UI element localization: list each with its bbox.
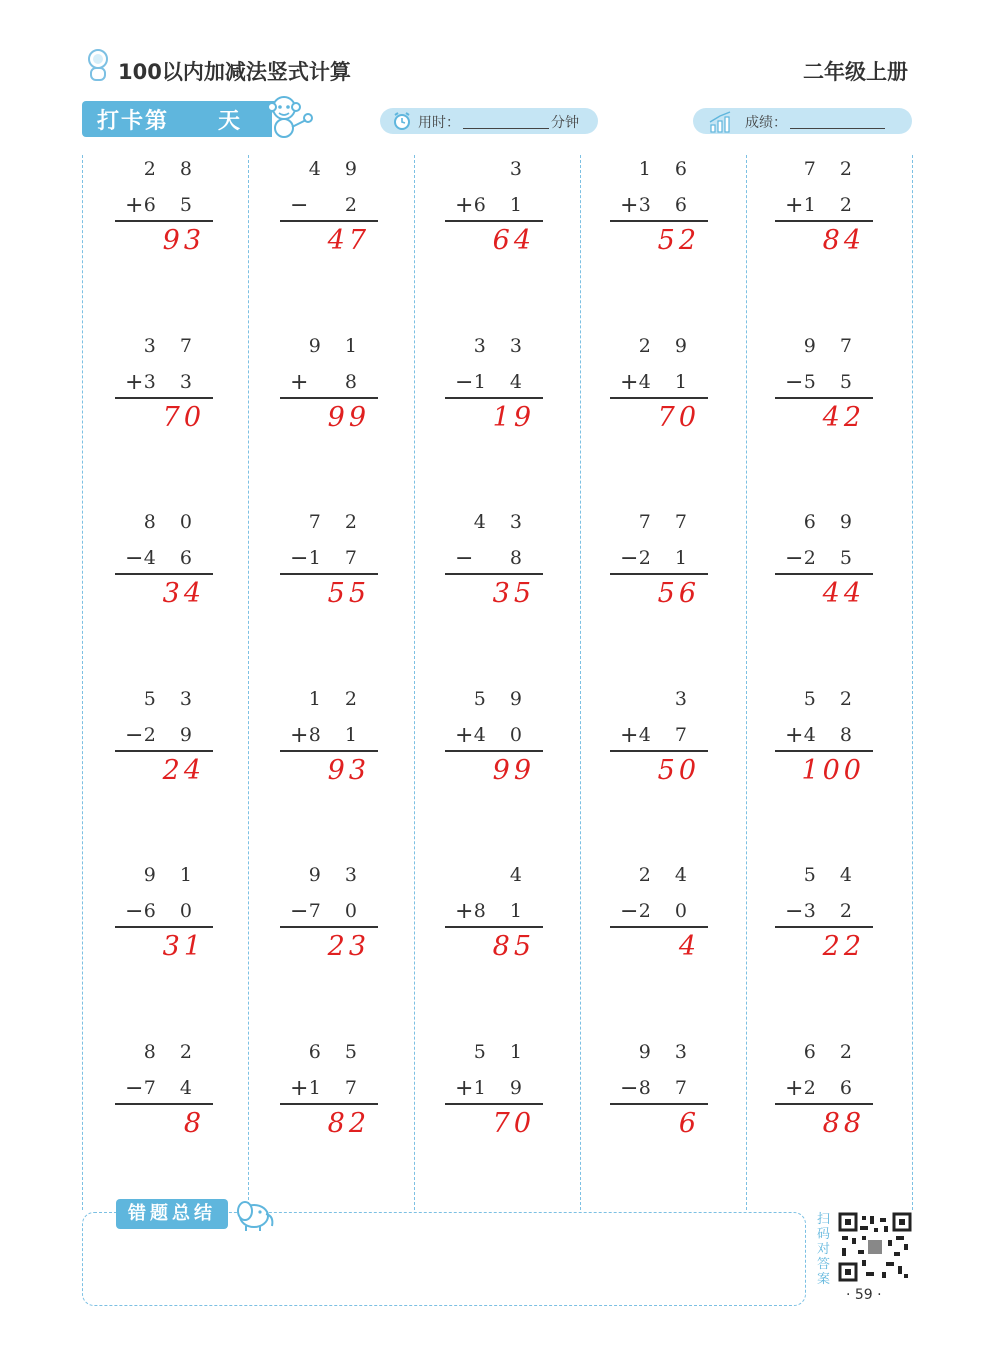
operator-sign: − [620, 1076, 639, 1101]
arithmetic-problem [445, 864, 545, 964]
arithmetic-problem [280, 335, 380, 435]
sum-line [445, 573, 543, 575]
sum-line [445, 397, 543, 399]
handwritten-answer[interactable]: 34 [162, 578, 205, 609]
arithmetic-problem [115, 158, 215, 258]
handwritten-answer[interactable]: 99 [492, 755, 535, 786]
bottom-operand: 3 3 [143, 371, 201, 393]
handwritten-answer[interactable]: 85 [492, 931, 535, 962]
arithmetic-problem [115, 688, 215, 788]
score-input-line[interactable] [790, 128, 885, 129]
bottom-operand: 4 6 [143, 547, 201, 569]
bottom-operand: 8 1 [308, 724, 366, 746]
qr-code-icon[interactable] [838, 1212, 912, 1282]
bottom-operand: 4 1 [638, 371, 696, 393]
arithmetic-problem [610, 1041, 710, 1141]
handwritten-answer[interactable]: 70 [162, 402, 205, 433]
arithmetic-problem [445, 158, 545, 258]
arithmetic-problem [280, 158, 380, 258]
arithmetic-problem [610, 511, 710, 611]
handwritten-answer[interactable]: 93 [162, 225, 205, 256]
clock-icon [392, 111, 412, 131]
bottom-operand: 8 [509, 547, 531, 569]
sum-line [610, 220, 708, 222]
bottom-operand: 1 7 [308, 547, 366, 569]
arithmetic-problem [445, 688, 545, 788]
sum-line [280, 573, 378, 575]
column-divider [580, 155, 581, 1210]
sum-line [280, 750, 378, 752]
top-operand: 9 1 [143, 864, 201, 886]
handwritten-answer[interactable]: 82 [327, 1108, 370, 1139]
arithmetic-problem [115, 511, 215, 611]
operator-sign: + [125, 370, 144, 395]
operator-sign: − [290, 899, 309, 924]
bottom-operand: 2 9 [143, 724, 201, 746]
top-operand: 2 9 [638, 335, 696, 357]
bottom-operand: 4 8 [803, 724, 861, 746]
column-divider [912, 155, 913, 1210]
operator-sign: − [620, 546, 639, 571]
handwritten-answer[interactable]: 22 [822, 931, 865, 962]
bottom-operand: 1 7 [308, 1077, 366, 1099]
arithmetic-problem [610, 864, 710, 964]
sum-line [115, 750, 213, 752]
arithmetic-problem [115, 864, 215, 964]
top-operand: 7 2 [803, 158, 861, 180]
top-operand: 5 3 [143, 688, 201, 710]
handwritten-answer[interactable]: 8 [183, 1108, 205, 1139]
sum-line [775, 1103, 873, 1105]
handwritten-answer[interactable]: 70 [492, 1108, 535, 1139]
sum-line [445, 926, 543, 928]
sum-line [115, 397, 213, 399]
bottom-operand: 1 2 [803, 194, 861, 216]
top-operand: 8 0 [143, 511, 201, 533]
bottom-operand: 2 1 [638, 547, 696, 569]
top-operand: 6 5 [308, 1041, 366, 1063]
arithmetic-problem [445, 511, 545, 611]
sum-line [775, 926, 873, 928]
monkey-icon [262, 94, 316, 140]
column-divider [414, 155, 415, 1210]
operator-sign: + [290, 723, 309, 748]
lion-logo-icon [84, 48, 112, 82]
bottom-operand: 8 [344, 371, 366, 393]
sum-line [445, 1103, 543, 1105]
bottom-operand: 2 5 [803, 547, 861, 569]
top-operand: 8 2 [143, 1041, 201, 1063]
operator-sign: − [620, 899, 639, 924]
top-operand: 6 9 [803, 511, 861, 533]
sum-line [610, 573, 708, 575]
top-operand: 2 4 [638, 864, 696, 886]
top-operand: 1 2 [308, 688, 366, 710]
sum-line [775, 750, 873, 752]
sum-line [445, 750, 543, 752]
score-label: 成绩： [745, 115, 787, 131]
bottom-operand: 7 0 [308, 900, 366, 922]
operator-sign: − [125, 1076, 144, 1101]
handwritten-answer[interactable]: 93 [327, 755, 370, 786]
mistake-summary-label: 错题总结 [116, 1199, 228, 1229]
bottom-operand: 6 1 [473, 194, 531, 216]
handwritten-answer[interactable]: 42 [822, 402, 865, 433]
handwritten-answer[interactable]: 70 [657, 402, 700, 433]
column-divider [248, 155, 249, 1210]
top-operand: 4 3 [473, 511, 531, 533]
handwritten-answer[interactable]: 35 [492, 578, 535, 609]
top-operand: 1 6 [638, 158, 696, 180]
bottom-operand: 1 4 [473, 371, 531, 393]
handwritten-answer[interactable]: 6 [678, 1108, 700, 1139]
handwritten-answer[interactable]: 47 [327, 225, 370, 256]
operator-sign: + [455, 193, 474, 218]
arithmetic-problem [610, 335, 710, 435]
bottom-operand: 5 5 [803, 371, 861, 393]
sum-line [280, 397, 378, 399]
top-operand: 5 2 [803, 688, 861, 710]
handwritten-answer[interactable]: 24 [162, 755, 205, 786]
sum-line [115, 220, 213, 222]
sum-line [280, 1103, 378, 1105]
column-divider [746, 155, 747, 1210]
top-operand: 5 9 [473, 688, 531, 710]
sum-line [775, 573, 873, 575]
arithmetic-problem [445, 1041, 545, 1141]
operator-sign: + [290, 1076, 309, 1101]
bottom-operand: 6 5 [143, 194, 201, 216]
page-number: · 59 · [846, 1287, 882, 1303]
arithmetic-problem [610, 688, 710, 788]
operator-sign: + [455, 723, 474, 748]
sum-line [610, 1103, 708, 1105]
chart-icon [708, 110, 734, 134]
sum-line [775, 397, 873, 399]
grade-label: 二年级上册 [803, 60, 908, 84]
top-operand: 4 9 [308, 158, 366, 180]
operator-sign: − [290, 546, 309, 571]
top-operand: 5 4 [803, 864, 861, 886]
operator-sign: − [290, 193, 309, 218]
top-operand: 3 3 [473, 335, 531, 357]
arithmetic-problem [775, 688, 875, 788]
sum-line [115, 573, 213, 575]
bottom-operand: 2 [344, 194, 366, 216]
operator-sign: + [455, 1076, 474, 1101]
sum-line [280, 926, 378, 928]
operator-sign: + [455, 899, 474, 924]
bottom-operand: 3 6 [638, 194, 696, 216]
arithmetic-problem [280, 864, 380, 964]
elephant-icon [232, 1196, 278, 1232]
operator-sign: − [125, 546, 144, 571]
top-operand: 3 [509, 158, 531, 180]
operator-sign: − [785, 899, 804, 924]
arithmetic-problem [775, 1041, 875, 1141]
top-operand: 9 3 [638, 1041, 696, 1063]
sum-line [610, 397, 708, 399]
operator-sign: + [620, 370, 639, 395]
handwritten-answer[interactable]: 50 [657, 755, 700, 786]
bottom-operand: 4 0 [473, 724, 531, 746]
handwritten-answer[interactable]: 23 [327, 931, 370, 962]
top-operand: 2 8 [143, 158, 201, 180]
column-divider [82, 155, 83, 1210]
operator-sign: − [785, 370, 804, 395]
top-operand: 7 2 [308, 511, 366, 533]
handwritten-answer[interactable]: 84 [822, 225, 865, 256]
arithmetic-problem [280, 1041, 380, 1141]
bottom-operand: 4 7 [638, 724, 696, 746]
checkin-label: 打卡第 [97, 109, 170, 134]
top-operand: 6 2 [803, 1041, 861, 1063]
top-operand: 4 [509, 864, 531, 886]
bottom-operand: 1 9 [473, 1077, 531, 1099]
top-operand: 5 1 [473, 1041, 531, 1063]
arithmetic-problem [280, 688, 380, 788]
arithmetic-problem [775, 335, 875, 435]
handwritten-answer[interactable]: 55 [327, 578, 370, 609]
bottom-operand: 2 6 [803, 1077, 861, 1099]
sum-line [115, 1103, 213, 1105]
handwritten-answer[interactable]: 44 [822, 578, 865, 609]
handwritten-answer[interactable]: 4 [678, 931, 700, 962]
handwritten-answer[interactable]: 31 [162, 931, 205, 962]
bottom-operand: 3 2 [803, 900, 861, 922]
sum-line [610, 750, 708, 752]
operator-sign: + [125, 193, 144, 218]
bottom-operand: 8 7 [638, 1077, 696, 1099]
top-operand: 9 3 [308, 864, 366, 886]
top-operand: 9 1 [308, 335, 366, 357]
handwritten-answer[interactable]: 99 [327, 402, 370, 433]
bottom-operand: 7 4 [143, 1077, 201, 1099]
arithmetic-problem [445, 335, 545, 435]
bottom-operand: 8 1 [473, 900, 531, 922]
bottom-operand: 6 0 [143, 900, 201, 922]
top-operand: 3 [674, 688, 696, 710]
arithmetic-problem [775, 511, 875, 611]
time-unit: 分钟 [551, 115, 579, 131]
operator-sign: − [785, 546, 804, 571]
operator-sign: + [620, 193, 639, 218]
arithmetic-problem [115, 335, 215, 435]
sum-line [610, 926, 708, 928]
arithmetic-problem [775, 158, 875, 258]
handwritten-answer[interactable]: 52 [657, 225, 700, 256]
bottom-operand: 2 0 [638, 900, 696, 922]
operator-sign: + [620, 723, 639, 748]
handwritten-answer[interactable]: 100 [801, 755, 865, 786]
page-title: 100以内加减法竖式计算 [118, 60, 351, 84]
sum-line [280, 220, 378, 222]
operator-sign: + [290, 370, 309, 395]
arithmetic-problem [115, 1041, 215, 1141]
operator-sign: + [785, 723, 804, 748]
handwritten-answer[interactable]: 88 [822, 1108, 865, 1139]
handwritten-answer[interactable]: 56 [657, 578, 700, 609]
operator-sign: − [125, 899, 144, 924]
arithmetic-problem [775, 864, 875, 964]
operator-sign: + [785, 193, 804, 218]
scan-answer-label: 扫码对答案 [817, 1212, 831, 1287]
checkin-day-label: 天 [218, 109, 241, 134]
operator-sign: − [455, 370, 474, 395]
sum-line [775, 220, 873, 222]
operator-sign: − [125, 723, 144, 748]
arithmetic-problem [280, 511, 380, 611]
sum-line [445, 220, 543, 222]
operator-sign: + [785, 1076, 804, 1101]
top-operand: 9 7 [803, 335, 861, 357]
operator-sign: − [455, 546, 474, 571]
arithmetic-problem [610, 158, 710, 258]
time-input-line[interactable] [463, 128, 549, 129]
top-operand: 7 7 [638, 511, 696, 533]
handwritten-answer[interactable]: 19 [492, 402, 535, 433]
handwritten-answer[interactable]: 64 [492, 225, 535, 256]
sum-line [115, 926, 213, 928]
time-label: 用时： [418, 115, 460, 131]
top-operand: 3 7 [143, 335, 201, 357]
